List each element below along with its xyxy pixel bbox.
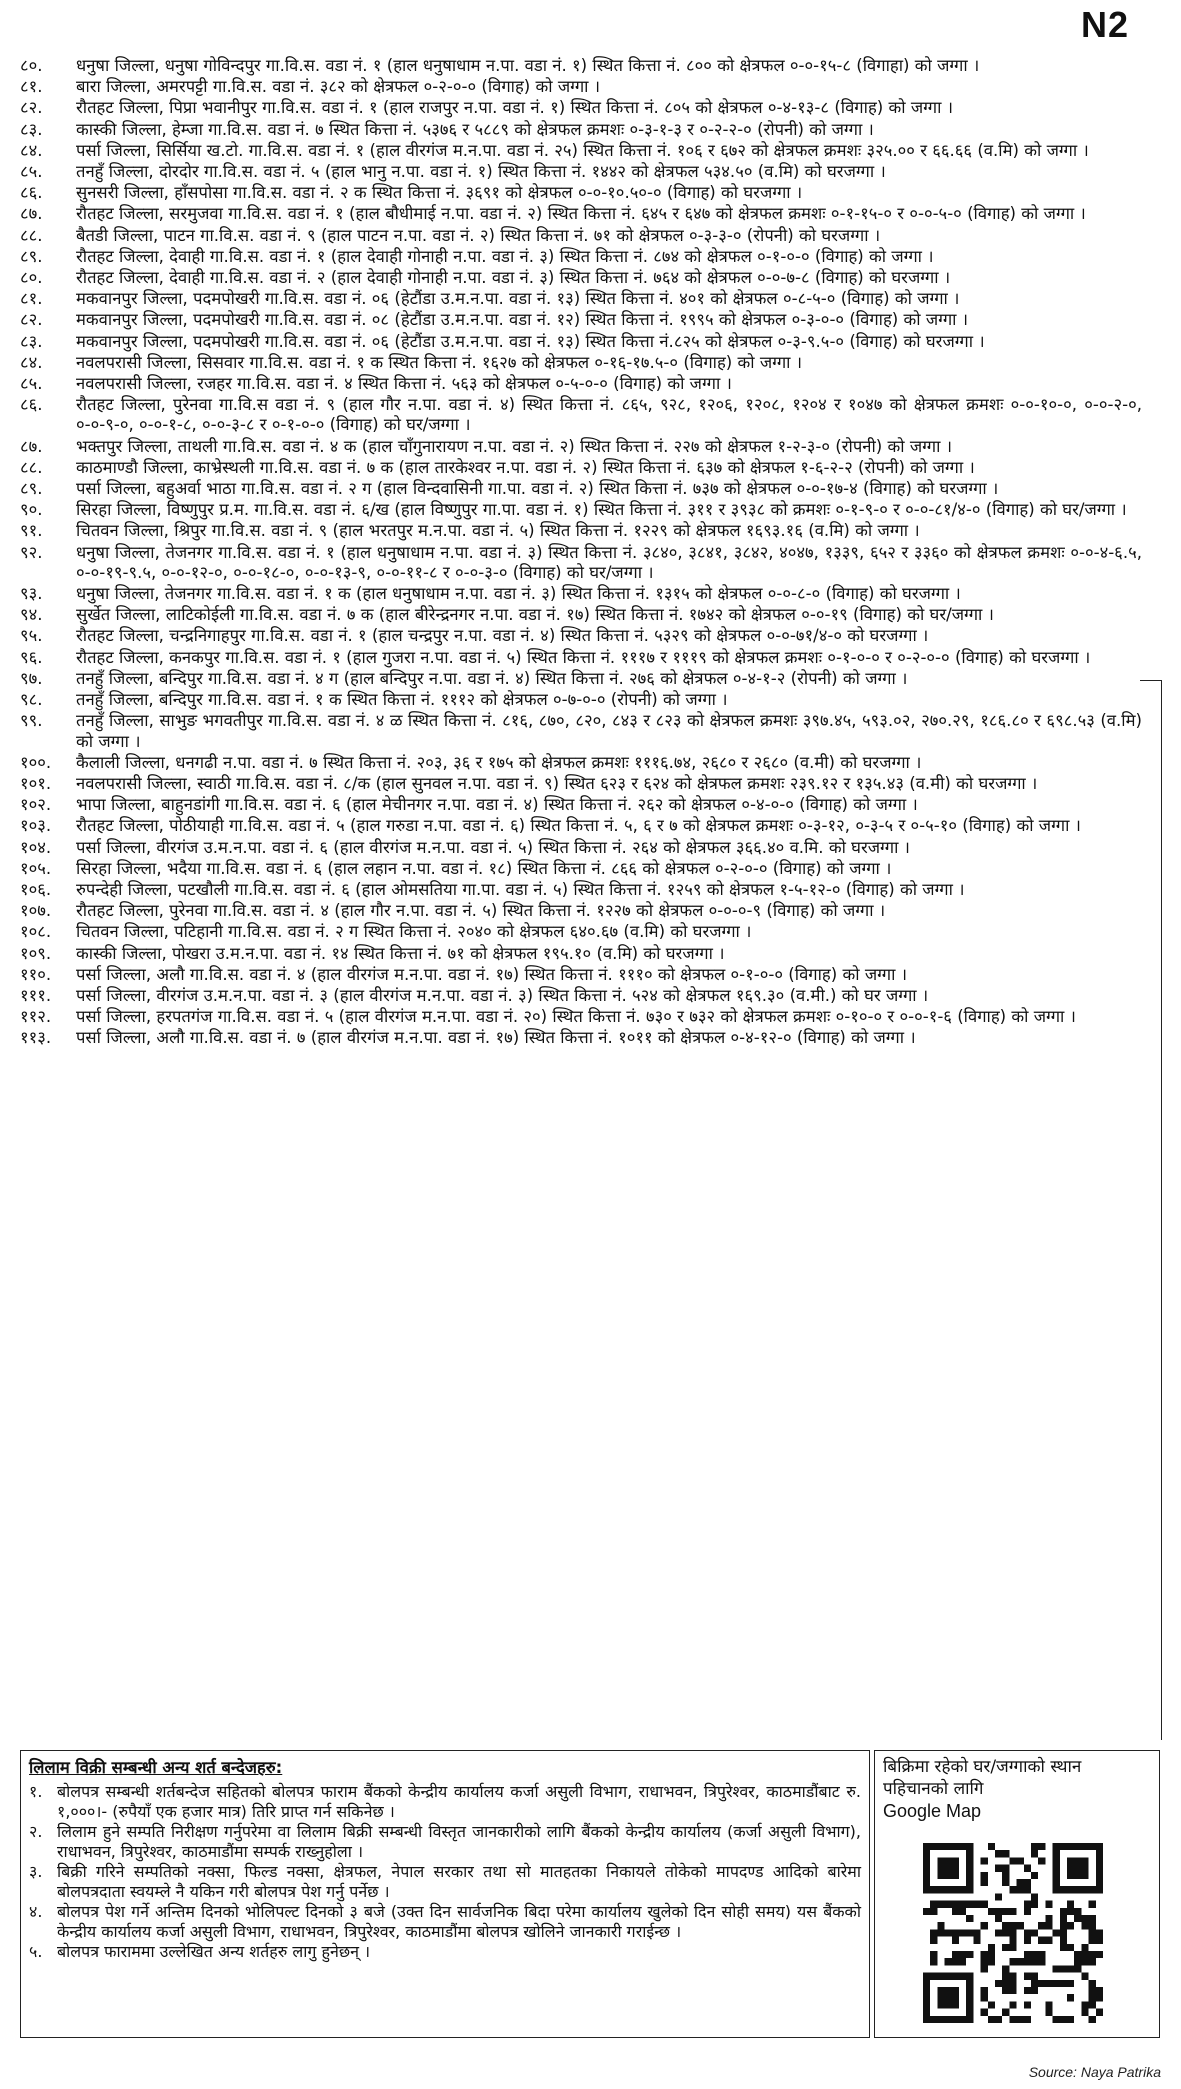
item-number: १०३. — [20, 816, 52, 836]
item-number: ९४. — [20, 605, 43, 625]
item-number: ९५. — [20, 626, 43, 646]
item-number: ८९. — [20, 246, 43, 266]
list-item — [20, 332, 1142, 352]
list-item — [20, 458, 1142, 478]
list-item — [20, 816, 1142, 836]
list-item — [20, 944, 1142, 964]
item-number: ९३. — [20, 584, 43, 604]
google-map-label: Google Map — [883, 1801, 982, 1821]
item-text: तनहुँ जिल्ला, साभुङ भगवतीपुर गा.वि.स. वडा नं. ४ ळ स्थित कित्ता नं. ८१६, ८७०, ८२०, ८४३ र ८२३ को क्षेत्रफल क्रमशः ३९७.४५, ५९३.०२, २७०.२९, १८६.८० र ६९८.५३ (व.मि) को जग्गा । — [76, 711, 1142, 751]
item-text: सिरहा जिल्ला, विष्णुपुर प्र.म. गा.वि.स. वडा नं. ६/ख (हाल विष्णुपुर गा.पा. वडा नं. १) स्थित कित्ता नं. ३११ र ३९३८ को क्रमशः ०-१-९-० र ०-०-८१/४-० (विगाह) को घर/जग्गा । — [76, 500, 1127, 520]
list-item — [20, 268, 1142, 288]
list-item — [20, 838, 1142, 858]
term-item — [29, 1902, 861, 1942]
item-number: ८८. — [20, 225, 43, 245]
item-text: तनहुँ जिल्ला, बन्दिपुर गा.वि.स. वडा नं. ४ ग (हाल बन्दिपुर न.पा. वडा नं. ४) स्थित कित्ता नं. २७६ को क्षेत्रफल ०-४-१-२ (रोपनी) को जग्गा । — [76, 668, 908, 688]
item-text: कास्की जिल्ला, पोखरा उ.म.न.पा. वडा नं. १४ स्थित कित्ता नं. ७१ को क्षेत्रफल १९५.१० (व.मि) को घरजग्गा । — [76, 943, 725, 963]
term-number: ४. — [29, 1902, 43, 1921]
term-text: बोलपत्र फाराममा उल्लेखित अन्य शर्तहरु लागु हुनेछन् । — [57, 1942, 371, 1961]
list-item — [20, 247, 1142, 267]
list-item — [20, 711, 1142, 751]
item-number: ९७. — [20, 668, 43, 688]
item-text: पर्सा जिल्ला, वीरगंज उ.म.न.पा. वडा नं. ६ (हाल वीरगंज म.न.पा. वडा नं. ५) स्थित कित्ता नं. २६४ को क्षेत्रफल ३६६.४० व.मि. को घरजग्गा । — [76, 837, 910, 857]
term-item — [29, 1782, 861, 1822]
item-number: ८७. — [20, 436, 43, 456]
term-text: बोलपत्र सम्बन्धी शर्तबन्देज सहितको बोलपत्र फाराम बैंकको केन्द्रीय कार्यालय कर्जा असुली विभाग, राधाभवन, त्रिपुरेश्वर, काठमाडौंबाट रु. १,०००।- (रुपैयाँ एक हजार मात्र) तिरि प्राप्त गर्न सकिनेछ । — [57, 1782, 861, 1821]
list-item — [20, 310, 1142, 330]
item-text: रौतहट जिल्ला, पुरेनवा गा.वि.स. वडा नं. ४ (हाल गौर न.पा. वडा नं. ५) स्थित कित्ता नं. १२२७ को क्षेत्रफल ०-०-०-९ (विगाह) को जग्गा । — [76, 901, 886, 921]
term-item — [29, 1942, 861, 1962]
item-number: ११०. — [20, 964, 52, 984]
term-number: ३. — [29, 1862, 43, 1881]
list-item — [20, 141, 1142, 161]
item-number: ८२. — [20, 310, 43, 330]
item-text: धनुषा जिल्ला, तेजनगर गा.वि.स. वडा नं. १ क (हाल धनुषाधाम न.पा. वडा नं. ३) स्थित कित्ता नं. १३१५ को क्षेत्रफल ०-०-८-० (विगाह) को घरजग्गा । — [76, 584, 961, 604]
item-number: ८४. — [20, 352, 43, 372]
list-item — [20, 543, 1142, 583]
list-item — [20, 353, 1142, 373]
list-item — [20, 626, 1142, 646]
item-number: १०७. — [20, 901, 52, 921]
item-text: रौतहट जिल्ला, कनकपुर गा.वि.स. वडा नं. १ (हाल गुजरा न.पा. वडा नं. ५) स्थित कित्ता नं. १११७ र १११९ को क्षेत्रफल क्रमशः ०-१-०-० र ०-२-०-० (विगाह) को घरजग्गा । — [76, 647, 1091, 667]
divider — [1140, 680, 1161, 681]
list-item — [20, 500, 1142, 520]
item-text: रौतहट जिल्ला, सरमुजवा गा.वि.स. वडा नं. १ (हाल बौधीमाई न.पा. वडा नं. २) स्थित कित्ता नं. ६४५ र ६४७ को क्षेत्रफल क्रमशः ०-१-१५-० र ०-०-५-० (विगाह) को जग्गा । — [76, 204, 1086, 224]
item-text: रौतहट जिल्ला, पोठीयाही गा.वि.स. वडा नं. ५ (हाल गरुडा न.पा. वडा नं. ६) स्थित कित्ता नं. ५, ६ र ७ को क्षेत्रफल क्रमशः ०-३-१२, ०-३-५ र ०-५-१० (विगाह) को जग्गा । — [76, 816, 1081, 836]
item-text: पर्सा जिल्ला, अलौ गा.वि.स. वडा नं. ४ (हाल वीरगंज म.न.पा. वडा नं. १७) स्थित कित्ता नं. १११० को क्षेत्रफल ०-१-०-० (विगाह) को जग्गा । — [76, 964, 907, 984]
list-item — [20, 1007, 1142, 1027]
item-text: मकवानपुर जिल्ला, पदमपोखरी गा.वि.स. वडा नं. ०६ (हेटौंडा उ.म.न.पा. वडा नं. १३) स्थित कित्ता नं.८२५ को क्षेत्रफल ०-३-९.५-० (विगाह) को घरजग्गा । — [76, 331, 985, 351]
item-number: ८२. — [20, 98, 43, 118]
item-number: १०६. — [20, 879, 52, 899]
item-number: ८१. — [20, 77, 43, 97]
term-item — [29, 1862, 861, 1902]
item-text: मकवानपुर जिल्ला, पदमपोखरी गा.वि.स. वडा नं. ०८ (हेटौंडा उ.म.न.पा. वडा नं. १२) स्थित कित्ता नं. १९९५ को क्षेत्रफल ०-३-०-० (विगाह) को जग्गा । — [76, 310, 969, 330]
page-badge: N2 — [1080, 4, 1129, 45]
term-text: बोलपत्र पेश गर्ने अन्तिम दिनको भोलिपल्ट दिनको ३ बजे (उक्त दिन सार्वजनिक बिदा परेमा कार्यालय खुलेको दिन सोही समय) यस बैंकको केन्द्रीय कार्यालय कर्जा असुली विभाग, राधाभवन, त्रिपुरेश्वर, काठमाडौंमा बोलपत्र खोलिने जानकारी गराईन्छ । — [57, 1902, 861, 1941]
item-text: तनहुँ जिल्ला, बन्दिपुर गा.वि.स. वडा नं. १ क स्थित कित्ता नं. १११२ को क्षेत्रफल ०-७-०-० (रोपनी) को जग्गा । — [76, 690, 728, 710]
divider — [1161, 680, 1162, 1740]
term-item — [29, 1822, 861, 1862]
item-number: ८३. — [20, 331, 43, 351]
qr-code-icon[interactable] — [923, 1843, 1103, 2023]
source-credit: Source: Naya Patrika — [1028, 2064, 1161, 2080]
list-item — [20, 183, 1142, 203]
item-number: १०८. — [20, 922, 52, 942]
item-text: नवलपरासी जिल्ला, रजहर गा.वि.स. वडा नं. ४ स्थित कित्ता नं. ५६३ को क्षेत्रफल ०-५-०-० (विगाह) को जग्गा । — [76, 374, 732, 394]
item-text: तनहुँ जिल्ला, दोरदोर गा.वि.स. वडा नं. ५ (हाल भानु न.पा. वडा नं. १) स्थित कित्ता नं. १४४२ को क्षेत्रफल ५३४.५० (व.मि) को घरजग्गा । — [76, 162, 886, 182]
map-caption-text: बिक्रिमा रहेको घर/जग्गाको स्थान पहिचानको लागि — [883, 1757, 1082, 1799]
term-number: १. — [29, 1782, 43, 1801]
auction-terms-box — [20, 1750, 870, 2038]
list-item — [20, 690, 1142, 710]
item-number: ९६. — [20, 647, 43, 667]
item-number: ९२. — [20, 542, 43, 562]
list-item — [20, 98, 1142, 118]
item-number: ८०. — [20, 56, 43, 75]
item-number: १००. — [20, 752, 52, 772]
item-number: १०१. — [20, 773, 52, 793]
list-item — [20, 648, 1142, 668]
list-item — [20, 859, 1142, 879]
item-text: कास्की जिल्ला, हेम्जा गा.वि.स. वडा नं. ७ स्थित कित्ता नं. ५३७६ र ५८८९ को क्षेत्रफल क्रमशः ०-३-१-३ र ०-२-२-० (रोपनी) को जग्गा । — [76, 119, 874, 139]
item-number: ८९. — [20, 479, 43, 499]
item-number: ८३. — [20, 119, 43, 139]
item-number: १०२. — [20, 795, 52, 815]
list-item — [20, 437, 1142, 457]
item-text: बारा जिल्ला, अमरपट्टी गा.वि.स. वडा नं. ३८२ को क्षेत्रफल ०-२-०-० (विगाह) को जग्गा । — [76, 77, 601, 97]
terms-list — [29, 1782, 861, 1962]
list-item — [20, 289, 1142, 309]
list-item — [20, 374, 1142, 394]
item-text: पर्सा जिल्ला, सिर्सिया ख.टो. गा.वि.स. वडा नं. १ (हाल वीरगंज म.न.पा. वडा नं. २५) स्थित कित्ता नं. १०६ र ६७२ को क्षेत्रफल क्रमशः ३२५.०० र ६६.६६ (व.मि) को जग्गा । — [76, 140, 1089, 160]
item-number: १०४. — [20, 837, 52, 857]
list-item — [20, 965, 1142, 985]
item-text: सिरहा जिल्ला, भदैया गा.वि.स. वडा नं. ६ (हाल लहान न.पा. वडा नं. १८) स्थित कित्ता नं. ८६६ को क्षेत्रफल ०-२-०-० (विगाह) को जग्गा । — [76, 858, 892, 878]
item-text: नवलपरासी जिल्ला, स्वाठी गा.वि.स. वडा नं. ८/क (हाल सुनवल न.पा. वडा नं. ९) स्थित ६२३ र ६२४ को क्षेत्रफल क्रमशः २३९.१२ र १३५.४३ (व.मी) को घरजग्गा । — [76, 773, 1038, 793]
list-item — [20, 521, 1142, 541]
list-item — [20, 584, 1142, 604]
item-text: पर्सा जिल्ला, अलौ गा.वि.स. वडा नं. ७ (हाल वीरगंज म.न.पा. वडा नं. १७) स्थित कित्ता नं. १०११ को क्षेत्रफल ०-४-१२-० (विगाह) को जग्गा । — [76, 1028, 916, 1048]
item-number: ९८. — [20, 690, 43, 710]
list-item — [20, 605, 1142, 625]
list-item — [20, 395, 1142, 435]
list-item — [20, 1028, 1142, 1048]
item-number: ८५. — [20, 374, 43, 394]
item-number: ८८. — [20, 457, 43, 477]
list-item — [20, 922, 1142, 942]
term-number: २. — [29, 1822, 43, 1841]
term-number: ५. — [29, 1942, 43, 1961]
item-number: ८६. — [20, 395, 43, 415]
item-text: भक्तपुर जिल्ला, ताथली गा.वि.स. वडा नं. ४ क (हाल चाँगुनारायण न.पा. वडा नं. २) स्थित कित्ता नं. २२७ को क्षेत्रफल १-२-३-० (रोपनी) को जग्गा । — [76, 436, 952, 456]
item-number: ८५. — [20, 162, 43, 182]
map-info-box — [874, 1750, 1160, 2038]
item-number: ८०. — [20, 268, 43, 288]
item-number: ८७. — [20, 204, 43, 224]
list-item — [20, 901, 1142, 921]
item-text: नवलपरासी जिल्ला, सिसवार गा.वि.स. वडा नं. १ क स्थित कित्ता नं. १६२७ को क्षेत्रफल ०-१६-१७.५-० (विगाह) को जग्गा । — [76, 352, 803, 372]
item-text: सुनसरी जिल्ला, हाँसपोसा गा.वि.स. वडा नं. २ क स्थित कित्ता नं. ३६९१ को क्षेत्रफल ०-०-१०.५०-० (विगाह) को घरजग्गा । — [76, 183, 803, 203]
list-item — [20, 479, 1142, 499]
item-number: ८६. — [20, 183, 43, 203]
list-item — [20, 795, 1142, 815]
list-item — [20, 880, 1142, 900]
item-text: धनुषा जिल्ला, तेजनगर गा.वि.स. वडा नं. १ (हाल धनुषाधाम न.पा. वडा नं. ३) स्थित कित्ता नं. ३८४०, ३८४१, ३८४२, ४०४७, १३३९, ६५२ र ३३६० को क्षेत्रफल क्रमशः ०-०-४-६.५, ०-०-१९-९.५, ०-०-१२-०, ०-०-१८-०, ०-०-१३-९, ०-०-११-८ र ०-०-३-० (विगाह) को घर/जग्गा । — [76, 542, 1142, 582]
item-number: १११. — [20, 985, 52, 1005]
item-text: धनुषा जिल्ला, धनुषा गोविन्दपुर गा.वि.स. वडा नं. १ (हाल धनुषाधाम न.पा. वडा नं. १) स्थित कित्ता नं. ८०० को क्षेत्रफल ०-०-१५-८ (विगाहा) को जग्गा । — [76, 56, 980, 75]
item-number: १०५. — [20, 858, 52, 878]
item-text: चितवन जिल्ला, पटिहानी गा.वि.स. वडा नं. २ ग स्थित कित्ता नं. २०४० को क्षेत्रफल ६४०.६७ (व.मि) को घरजग्गा । — [76, 922, 752, 942]
item-number: १०९. — [20, 943, 52, 963]
term-text: लिलाम हुने सम्पति निरीक्षण गर्नुपरेमा वा लिलाम बिक्री सम्बन्धी विस्तृत जानकारीको लागि बैंकको केन्द्रीय कार्यालय (कर्जा असुली विभाग), राधाभवन, त्रिपुरेश्वर, काठमाडौंमा सम्पर्क राख्नुहोला । — [57, 1822, 861, 1861]
item-number: ८४. — [20, 140, 43, 160]
list-item — [20, 753, 1142, 773]
item-text: भापा जिल्ला, बाहुनडांगी गा.वि.स. वडा नं. ६ (हाल मेचीनगर न.पा. वडा नं. ४) स्थित कित्ता नं. २६२ को क्षेत्रफल ०-४-०-० (विगाह) को जग्गा । — [76, 795, 918, 815]
item-number: ९९. — [20, 711, 43, 731]
item-text: रौतहट जिल्ला, पिप्रा भवानीपुर गा.वि.स. वडा नं. १ (हाल राजपुर न.पा. वडा नं. १) स्थित कित्ता नं. ८०५ को क्षेत्रफल ०-४-१३-८ (विगाह) को जग्गा । — [76, 98, 954, 118]
item-text: कैलाली जिल्ला, धनगढी न.पा. वडा नं. ७ स्थित कित्ता नं. २०३, ३६ र १७५ को क्षेत्रफल क्रमशः १११६.७४, २६८० र २६८० (व.मी) को घरजग्गा । — [76, 752, 922, 772]
item-number: ८१. — [20, 289, 43, 309]
item-text: चितवन जिल्ला, श्रिपुर गा.वि.स. वडा नं. ९ (हाल भरतपुर म.न.पा. वडा नं. ५) स्थित कित्ता नं. १२२९ को क्षेत्रफल १६९३.१६ (व.मि) को जग्गा । — [76, 521, 920, 541]
map-caption — [883, 1756, 1151, 1823]
property-list — [20, 56, 1142, 1050]
item-text: सुर्खेत जिल्ला, लाटिकोईली गा.वि.स. वडा नं. ७ क (हाल बीरेन्द्रनगर न.पा. वडा नं. १७) स्थित कित्ता नं. १७४२ को क्षेत्रफल ०-०-१९ (विगाह) को घर/जग्गा । — [76, 605, 994, 625]
list-item — [20, 77, 1142, 97]
item-text: काठमाण्डौ जिल्ला, काभ्रेस्थली गा.वि.स. वडा नं. ७ क (हाल तारकेश्वर न.पा. वडा नं. २) स्थित कित्ता नं. ६३७ को क्षेत्रफल १-६-२-२ (रोपनी) को जग्गा । — [76, 457, 975, 477]
item-text: बैतडी जिल्ला, पाटन गा.वि.स. वडा नं. ९ (हाल पाटन न.पा. वडा नं. २) स्थित कित्ता नं. ७१ को क्षेत्रफल ०-३-३-० (रोपनी) को घरजग्गा । — [76, 225, 881, 245]
item-text: रौतहट जिल्ला, देवाही गा.वि.स. वडा नं. २ (हाल देवाही गोनाही न.पा. वडा नं. ३) स्थित कित्ता नं. ७६४ को क्षेत्रफल ०-०-७-८ (विगाह) को घरजग्गा । — [76, 268, 951, 288]
list-item — [20, 774, 1142, 794]
item-number: ११२. — [20, 1007, 52, 1027]
list-item — [20, 162, 1142, 182]
item-text: रौतहट जिल्ला, पुरेनवा गा.वि.स वडा नं. ९ (हाल गौर न.पा. वडा नं. ४) स्थित कित्ता नं. ८६५, ९२८, १२०६, १२०८, १२०४ र १०४७ को क्षेत्रफल क्रमशः ०-०-१०-०, ०-०-२-०, ०-०-९-०, ०-०-१-८, ०-०-३-८ र ०-१-०-० (विगाह) को घर/जग्गा । — [76, 395, 1142, 435]
item-number: ११३. — [20, 1028, 52, 1048]
term-text: बिक्री गरिने सम्पतिको नक्सा, फिल्ड नक्सा, क्षेत्रफल, नेपाल सरकार तथा सो मातहतका निकायले तोकेको मापदण्ड आदिको बारेमा बोलपत्रदाता स्वयम्ले नै यकिन गरी बोलपत्र पेश गर्नु पर्नेछ । — [57, 1862, 861, 1901]
item-text: रुपन्देही जिल्ला, पटखौली गा.वि.स. वडा नं. ६ (हाल ओमसतिया गा.पा. वडा नं. ५) स्थित कित्ता नं. १२५९ को क्षेत्रफल १-५-१२-० (विगाह) को जग्गा । — [76, 879, 965, 899]
item-text: पर्सा जिल्ला, हरपतगंज गा.वि.स. वडा नं. ५ (हाल वीरगंज म.न.पा. वडा नं. २०) स्थित कित्ता नं. ७३० र ७३२ को क्षेत्रफल क्रमशः ०-१०-० र ०-०-१-६ (विगाह) को जग्गा । — [76, 1007, 1076, 1027]
list-item — [20, 986, 1142, 1006]
item-text: पर्सा जिल्ला, वीरगंज उ.म.न.पा. वडा नं. ३ (हाल वीरगंज म.न.पा. वडा नं. ३) स्थित कित्ता नं. ५२४ को क्षेत्रफल १६९.३० (व.मी.) को घर जग्गा । — [76, 985, 929, 1005]
list-item — [20, 669, 1142, 689]
item-number: ९०. — [20, 500, 43, 520]
terms-title: लिलाम विक्री सम्बन्धी अन्य शर्त बन्देजहरु: — [29, 1758, 283, 1777]
item-text: रौतहट जिल्ला, चन्द्रनिगाहपुर गा.वि.स. वडा नं. १ (हाल चन्द्रपुर न.पा. वडा नं. ४) स्थित कित्ता नं. ५३२९ को क्षेत्रफल ०-०-७१/४-० को घरजग्गा । — [76, 626, 929, 646]
list-item — [20, 120, 1142, 140]
item-text: मकवानपुर जिल्ला, पदमपोखरी गा.वि.स. वडा नं. ०६ (हेटौंडा उ.म.न.पा. वडा नं. १३) स्थित कित्ता नं. ४०१ को क्षेत्रफल ०-८-५-० (विगाह) को जग्गा । — [76, 289, 960, 309]
list-item — [20, 204, 1142, 224]
item-number: ९१. — [20, 521, 43, 541]
item-text: रौतहट जिल्ला, देवाही गा.वि.स. वडा नं. १ (हाल देवाही गोनाही न.पा. वडा नं. ३) स्थित कित्ता नं. ८७४ को क्षेत्रफल ०-१-०-० (विगाह) को जग्गा । — [76, 246, 934, 266]
list-item — [20, 226, 1142, 246]
list-item — [20, 56, 1142, 76]
item-text: पर्सा जिल्ला, बहुअर्वा भाठा गा.वि.स. वडा नं. २ ग (हाल विन्दवासिनी गा.पा. वडा नं. २) स्थित कित्ता नं. ७३७ को क्षेत्रफल ०-०-१७-४ (विगाह) को घरजग्गा । — [76, 479, 999, 499]
